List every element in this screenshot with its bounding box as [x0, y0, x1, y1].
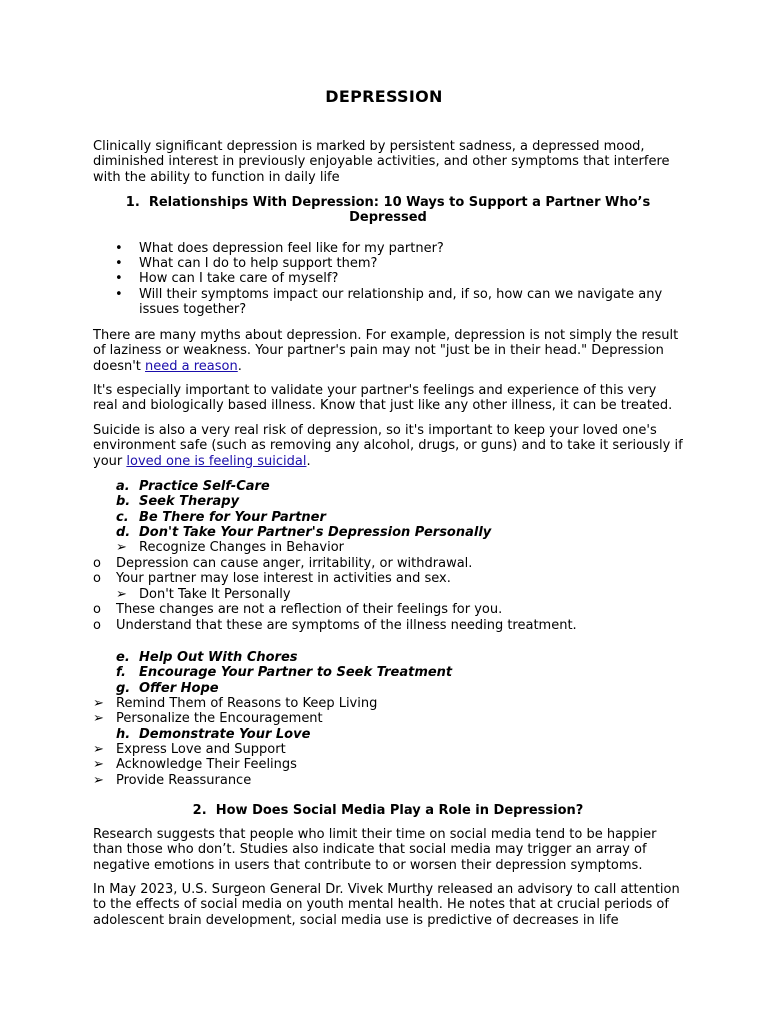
sub-item: These changes are not a reflection of their feelings for you. [116, 602, 503, 617]
way-marker: h. [116, 727, 131, 742]
suicide-end: . [306, 453, 311, 469]
love-item: Acknowledge Their Feelings [116, 757, 297, 772]
myths-end: . [237, 358, 242, 374]
question-item: How can I take care of myself? [139, 271, 339, 286]
arrow-bullet-icon: ➢ [116, 540, 127, 555]
way-item: Be There for Your Partner [139, 510, 326, 525]
way-item: Practice Self-Care [139, 479, 270, 494]
section-1-title: Relationships With Depression: 10 Ways to Support a Partner Who’s Depressed [148, 195, 651, 226]
love-item: Express Love and Support [116, 742, 286, 757]
sub-heading: Don't Take It Personally [139, 587, 291, 602]
sub-item: Depression can cause anger, irritability, or withdrawal. [116, 556, 473, 571]
document-title: DEPRESSION [325, 87, 443, 106]
way-item: Encourage Your Partner to Seek Treatment [139, 665, 453, 680]
way-item: Offer Hope [139, 681, 219, 696]
social-media-paragraph-1: Research suggests that people who limit their time on social media tend to be happier than those who don’t. Studies also indicate that social media may trigger an array of negative emotions in users that contribute to or worsen their depression symptoms. [93, 827, 657, 873]
arrow-bullet-icon: ➢ [93, 773, 104, 788]
question-item: What can I do to help support them? [139, 256, 378, 271]
question-item: What does depression feel like for my partner? [139, 241, 444, 256]
social-media-paragraph-2: In May 2023, U.S. Surgeon General Dr. Vivek Murthy released an advisory to call attention to the effects of social media on youth mental health. He notes that at crucial periods of adolescent brain development, social media use is predictive of decreases in life [93, 882, 680, 928]
circle-bullet-icon: o [93, 602, 101, 617]
validate-paragraph: It's especially important to validate your partner's feelings and experience of this very real and biologically based illness. Know that just like any other illness, it can be treated. [93, 383, 673, 414]
way-marker: d. [116, 525, 131, 540]
sub-heading: Recognize Changes in Behavior [139, 540, 344, 555]
hope-item: Remind Them of Reasons to Keep Living [116, 696, 378, 711]
way-marker: b. [116, 494, 131, 509]
sub-item: Understand that these are symptoms of the illness needing treatment. [116, 618, 577, 633]
way-item: Help Out With Chores [139, 650, 298, 665]
arrow-bullet-icon: ➢ [93, 757, 104, 772]
loved-one-suicidal-link[interactable]: loved one is feeling suicidal [126, 453, 307, 469]
bullet-icon: • [115, 241, 123, 256]
sub-item: Your partner may lose interest in activities and sex. [116, 571, 451, 586]
way-marker: c. [116, 510, 129, 525]
arrow-bullet-icon: ➢ [93, 742, 104, 757]
circle-bullet-icon: o [93, 571, 101, 586]
bullet-icon: • [115, 271, 123, 286]
way-item: Demonstrate Your Love [139, 727, 311, 742]
hope-item: Personalize the Encouragement [116, 711, 323, 726]
section-2-heading [93, 803, 683, 818]
suicide-text: Suicide is also a very real risk of depression, so it's important to keep your loved one's environment safe (such as removing any alcohol, drugs, or guns) and to take it seriously if your [93, 423, 683, 469]
arrow-bullet-icon: ➢ [93, 711, 104, 726]
section-2-title: How Does Social Media Play a Role in Depression? [215, 803, 584, 818]
section-1-heading [93, 195, 683, 226]
section-1-number: 1. [125, 195, 140, 210]
bullet-icon: • [115, 287, 123, 302]
section-2-number: 2. [192, 803, 207, 818]
way-marker: a. [116, 479, 130, 494]
way-item: Don't Take Your Partner's Depression Personally [139, 525, 492, 540]
way-item: Seek Therapy [139, 494, 240, 509]
myths-paragraph [93, 328, 683, 374]
arrow-bullet-icon: ➢ [116, 587, 127, 602]
suicide-paragraph [93, 423, 683, 469]
arrow-bullet-icon: ➢ [93, 696, 104, 711]
circle-bullet-icon: o [93, 556, 101, 571]
way-marker: e. [116, 650, 130, 665]
need-a-reason-link[interactable]: need a reason [145, 358, 238, 374]
intro-paragraph: Clinically significant depression is marked by persistent sadness, a depressed mood, diminished interest in previously enjoyable activities, and other symptoms that interfere with the ability to function in daily life [93, 139, 670, 185]
myths-text: There are many myths about depression. For example, depression is not simply the result of laziness or weakness. Your partner's pain may not "just be in their head." Depression doesn't [93, 328, 679, 374]
bullet-icon: • [115, 256, 123, 271]
question-item: Will their symptoms impact our relationship and, if so, how can we navigate any issues together? [139, 287, 663, 318]
way-marker: f. [116, 665, 126, 680]
way-marker: g. [116, 681, 131, 696]
circle-bullet-icon: o [93, 618, 101, 633]
love-item: Provide Reassurance [116, 773, 252, 788]
